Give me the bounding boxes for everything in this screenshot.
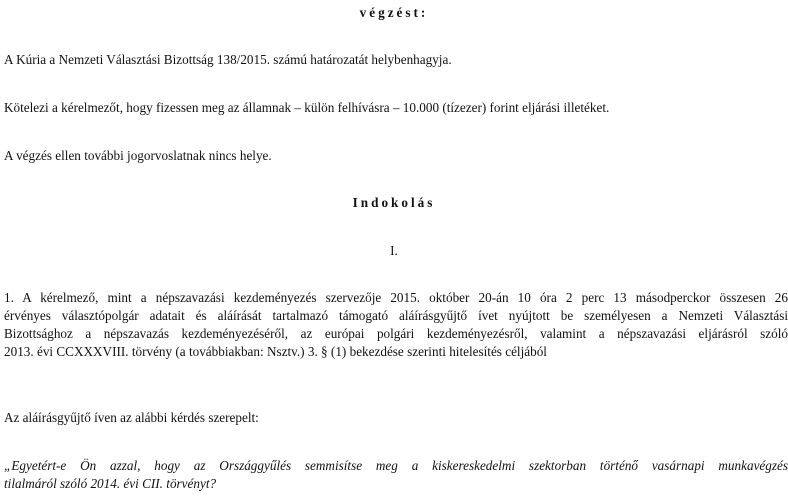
document-title: végzést: xyxy=(359,5,429,20)
question-line: „Egyetért-e Ön azzal, hogy az Országgyűlés semmisítse meg a kiskereskedelmi szektorban történő vasárnapi munkavégzés xyxy=(4,458,788,473)
point-1-line: 1. A kérelmező, mint a népszavazási kezdeményezés szervezője 2015. október 20-án 10 óra 2 perc 13 másodperckor összesen 26 xyxy=(4,290,788,305)
point-1-paragraph xyxy=(4,289,788,361)
paragraph-no-appeal: A végzés ellen további jogorvoslatnak nincs helye. xyxy=(4,148,272,163)
section-number: I. xyxy=(390,243,398,258)
question-line: tilalmáról szóló 2014. évi CII. törvényt? xyxy=(4,476,217,491)
point-1-line: 2013. évi CCXXXVIII. törvény (a továbbiakban: Nsztv.) 3. § (1) bekezdése szerinti hitelesítés céljából xyxy=(4,344,547,359)
point-1-line: érvényes választópolgár adatait és aláírását tartalmazó támogató aláírásgyűjtő ívet nyújtott be személyesen a Nemzeti Választási xyxy=(4,308,788,323)
paragraph-fee: Kötelezi a kérelmezőt, hogy fizessen meg az államnak – külön felhívásra – 10.000 (tízezer) forint eljárási illetéket. xyxy=(4,100,610,115)
section-heading: Indokolás xyxy=(352,195,436,210)
point-1-line: Bizottsághoz a népszavazás kezdeményezéséről, az európai polgári kezdeményezésről, valamint a népszavazási eljárásról szóló xyxy=(4,326,788,341)
paragraph-ruling: A Kúria a Nemzeti Választási Bizottság 138/2015. számú határozatát helybenhagyja. xyxy=(4,52,452,67)
question-quote xyxy=(4,457,788,493)
question-intro: Az aláírásgyűjtő íven az alábbi kérdés szerepelt: xyxy=(4,410,259,425)
